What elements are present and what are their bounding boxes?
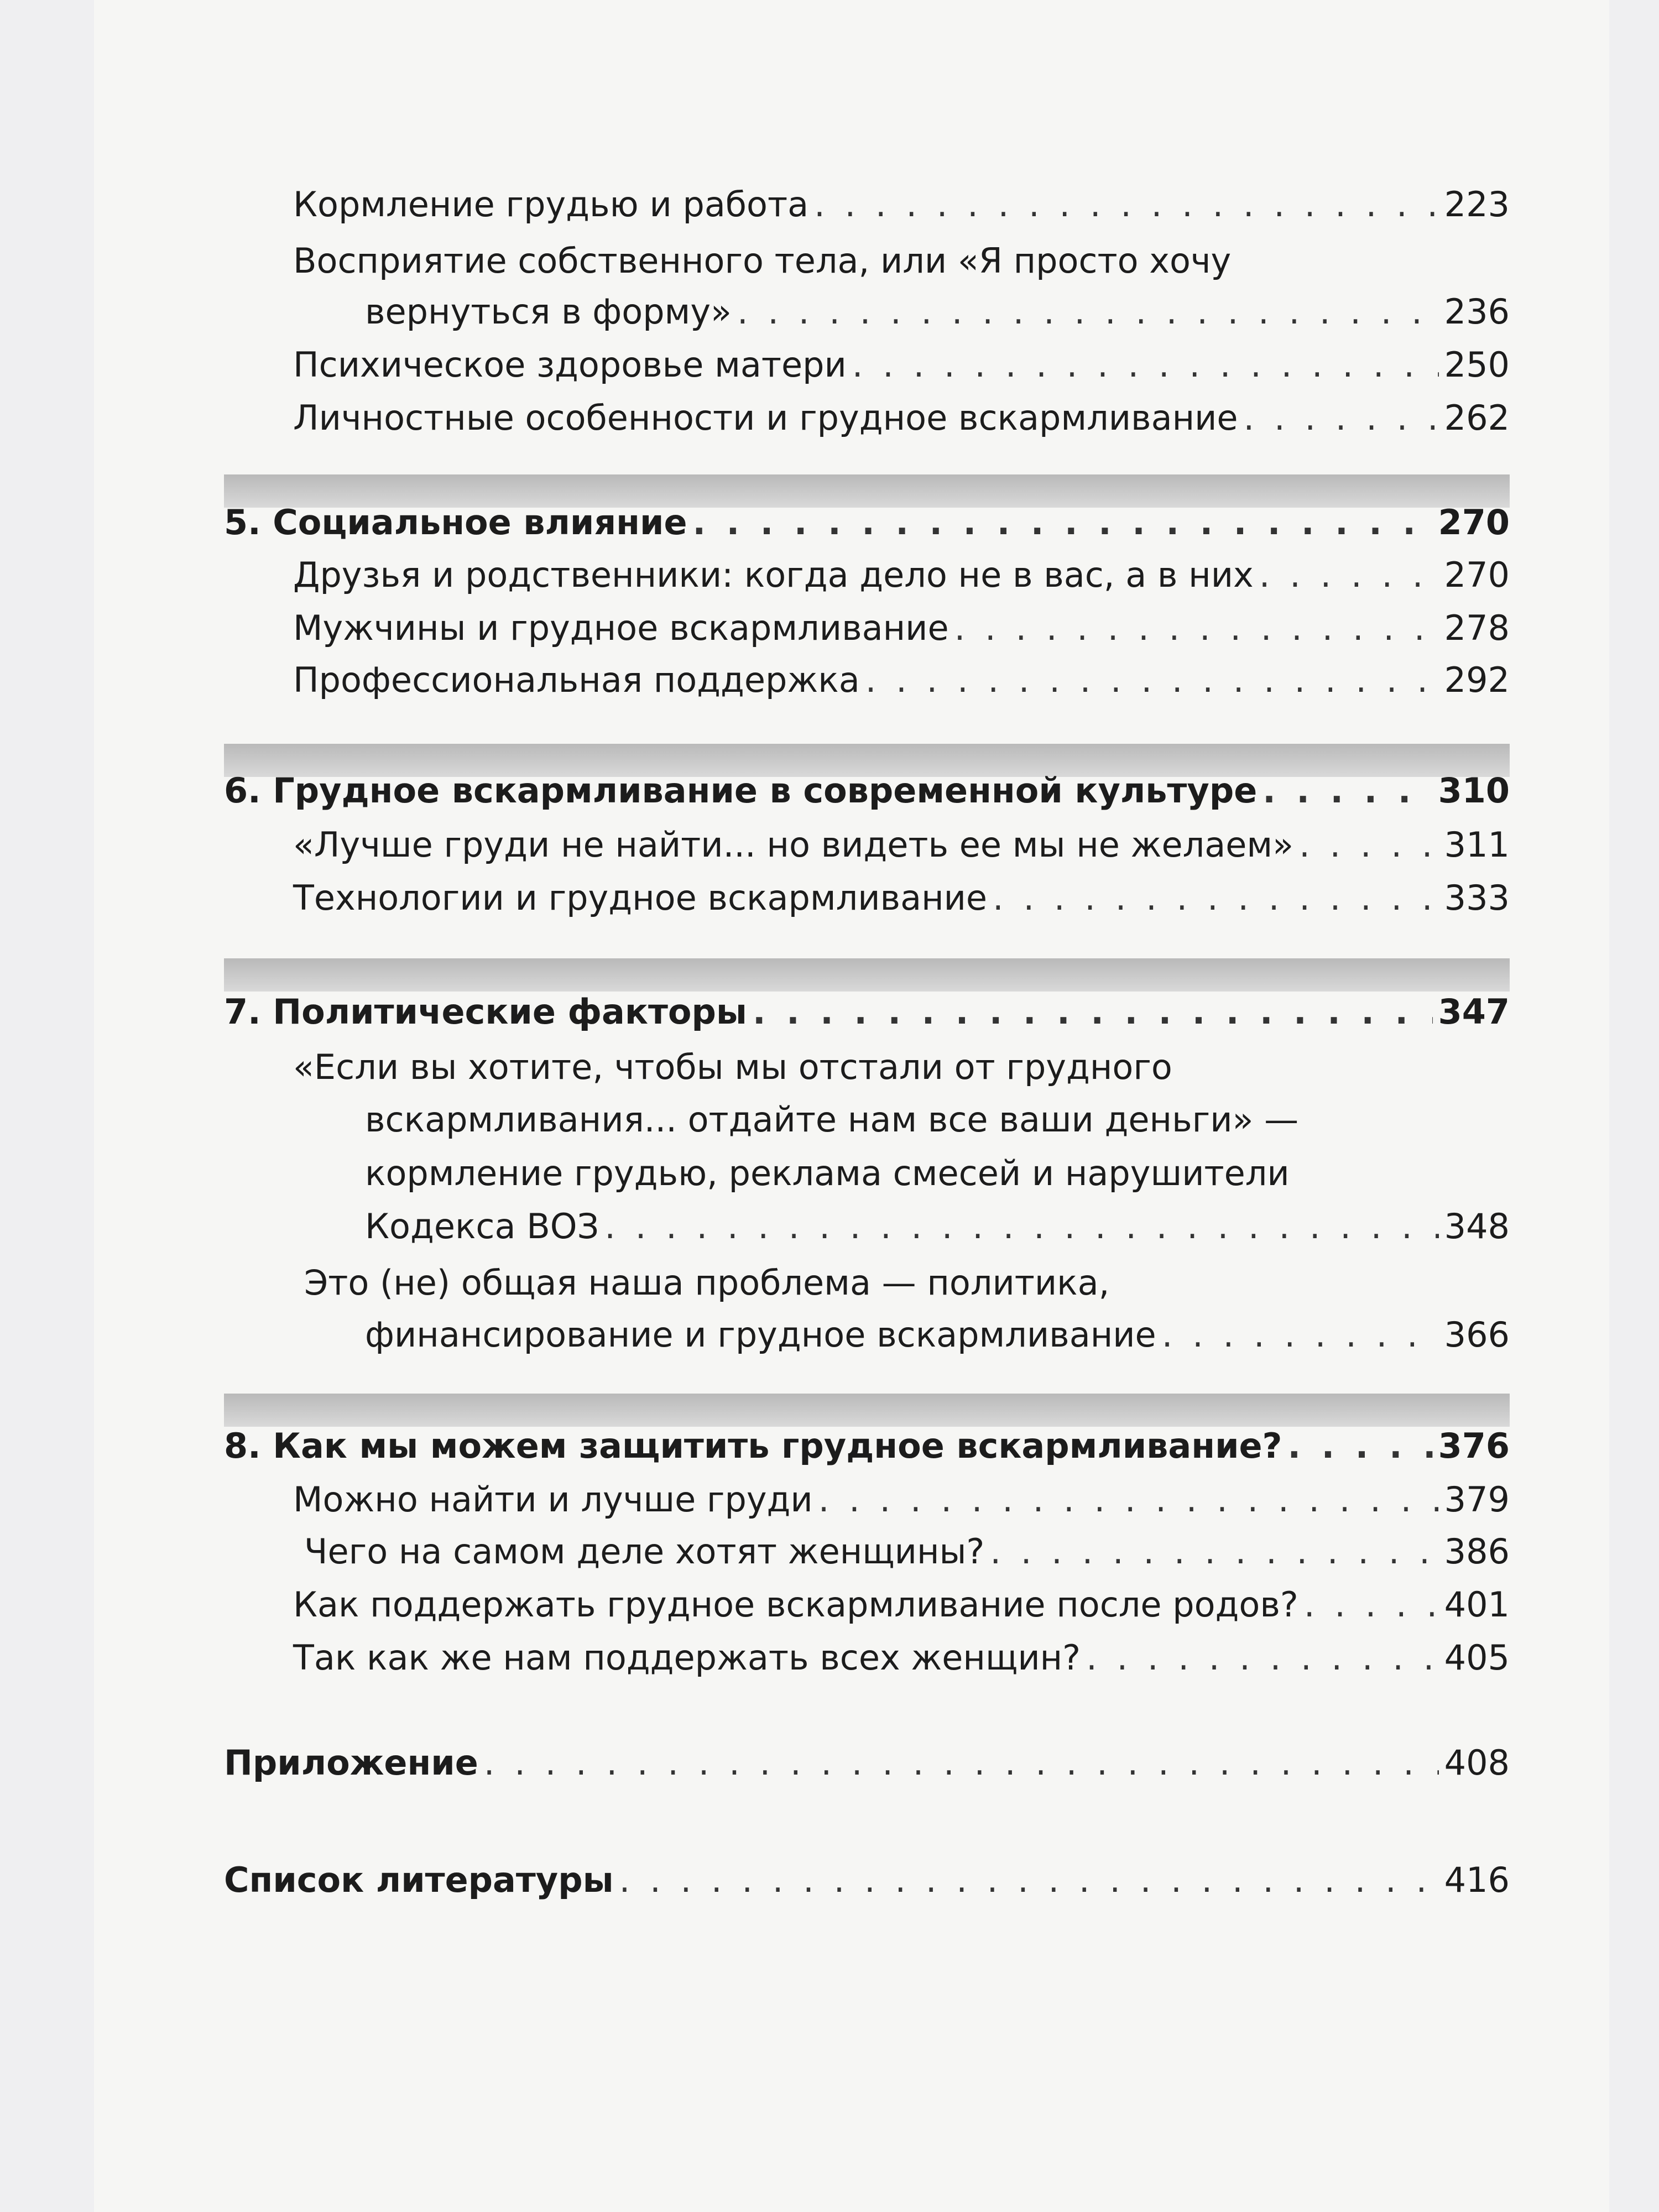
toc-entry-page: 223 bbox=[1444, 184, 1510, 225]
toc-entry bbox=[293, 1530, 1510, 1574]
toc-entry-page: 278 bbox=[1444, 608, 1510, 648]
toc-entry bbox=[293, 343, 1510, 387]
toc-entry-page: 386 bbox=[1444, 1531, 1510, 1572]
section-divider bbox=[224, 958, 1510, 992]
toc-entry-page: 292 bbox=[1444, 660, 1510, 700]
dot-leader bbox=[484, 1741, 1439, 1785]
toc-entry-page: 270 bbox=[1444, 555, 1510, 595]
toc-chapter-page: 408 bbox=[1444, 1743, 1510, 1783]
dot-leader bbox=[990, 1530, 1438, 1574]
toc-chapter bbox=[224, 1424, 1510, 1468]
dot-leader bbox=[852, 343, 1439, 387]
toc-entry bbox=[293, 1478, 1510, 1522]
toc-entry-title: Восприятие собственного тела, или «Я просто хочу bbox=[293, 241, 1232, 281]
toc-entry-title: Как поддержать грудное вскармливание после родов? bbox=[293, 1584, 1298, 1625]
dot-leader bbox=[814, 182, 1439, 227]
toc-entry-title: финансирование и грудное вскармливание bbox=[365, 1314, 1156, 1355]
toc-chapter-title: 5. Социальное влияние bbox=[224, 502, 687, 542]
toc-entry-page: 236 bbox=[1444, 291, 1510, 332]
toc-chapter-page: 416 bbox=[1444, 1860, 1510, 1900]
toc-entry-title: «Если вы хотите, чтобы мы отстали от грудного bbox=[293, 1047, 1172, 1087]
toc-entry-title: Друзья и родственники: когда дело не в вас, а в них bbox=[293, 555, 1254, 595]
toc-entry-page: 401 bbox=[1444, 1584, 1510, 1625]
toc-chapter-page: 376 bbox=[1438, 1426, 1510, 1466]
toc-entry-title: Профессиональная поддержка bbox=[293, 660, 860, 700]
dot-leader bbox=[619, 1858, 1439, 1902]
section-divider bbox=[224, 1394, 1510, 1427]
dot-leader bbox=[1244, 396, 1439, 440]
toc-chapter bbox=[224, 1741, 1510, 1785]
toc-entry-title: «Лучше груди не найти... но видеть ее мы не желаем» bbox=[293, 825, 1294, 865]
toc-chapter bbox=[224, 1858, 1510, 1902]
toc-entry-title: кормление грудью, реклама смесей и нарушители bbox=[365, 1153, 1290, 1193]
toc-entry-page: 311 bbox=[1444, 825, 1510, 865]
toc-entry-title: Кодекса ВОЗ bbox=[365, 1206, 599, 1246]
toc-entry-title: Личностные особенности и грудное вскармливание bbox=[293, 398, 1238, 438]
toc-entry-title: Кормление грудью и работа bbox=[293, 184, 809, 225]
toc-chapter-title: 7. Политические факторы bbox=[224, 992, 747, 1032]
toc-entry bbox=[293, 606, 1510, 650]
toc-entry bbox=[365, 1204, 1510, 1249]
toc-entry-title: вскармливания... отдайте нам все ваши деньги» — bbox=[365, 1099, 1299, 1140]
toc-entry-title: Так как же нам поддержать всех женщин? bbox=[293, 1637, 1081, 1678]
dot-leader bbox=[954, 606, 1439, 650]
dot-leader bbox=[753, 990, 1433, 1034]
toc-entry-page: 379 bbox=[1444, 1479, 1510, 1520]
dot-leader bbox=[1299, 823, 1439, 867]
toc-entry-title: Технологии и грудное вскармливание bbox=[293, 878, 988, 918]
toc-chapter bbox=[224, 500, 1510, 545]
toc-chapter bbox=[224, 769, 1510, 813]
toc-entry-page: 366 bbox=[1444, 1314, 1510, 1355]
toc-entry-title: Мужчины и грудное вскармливание bbox=[293, 608, 949, 648]
dot-leader bbox=[865, 658, 1439, 702]
toc-entry bbox=[293, 1636, 1510, 1680]
toc-entry-page: 262 bbox=[1444, 398, 1510, 438]
toc-entry bbox=[365, 1313, 1510, 1357]
toc-entry-title: Чего на самом деле хотят женщины? bbox=[304, 1531, 985, 1572]
toc-entry bbox=[293, 876, 1510, 920]
toc-chapter-page: 270 bbox=[1438, 502, 1510, 542]
dot-leader bbox=[1086, 1636, 1439, 1680]
dot-leader bbox=[604, 1204, 1438, 1249]
toc-entry bbox=[293, 182, 1510, 227]
toc-entry bbox=[293, 823, 1510, 867]
toc-entry bbox=[293, 553, 1510, 597]
toc-entry-page: 250 bbox=[1444, 345, 1510, 385]
dot-leader bbox=[1262, 769, 1432, 813]
toc-chapter-page: 347 bbox=[1438, 992, 1510, 1032]
toc-entry-page: 405 bbox=[1444, 1637, 1510, 1678]
toc-entry bbox=[293, 1583, 1510, 1627]
toc-entry-title: Это (не) общая наша проблема — политика, bbox=[304, 1262, 1110, 1303]
dot-leader bbox=[737, 290, 1439, 334]
dot-leader bbox=[818, 1478, 1439, 1522]
dot-leader bbox=[693, 500, 1433, 545]
toc-chapter-title: Список литературы bbox=[224, 1860, 614, 1900]
toc-entry bbox=[365, 290, 1510, 334]
dot-leader bbox=[1162, 1313, 1439, 1357]
toc-chapter-title: Приложение bbox=[224, 1743, 478, 1783]
toc-chapter-page: 310 bbox=[1438, 770, 1510, 811]
toc-entry bbox=[293, 396, 1510, 440]
dot-leader bbox=[1259, 553, 1439, 597]
toc-entry-page: 333 bbox=[1444, 878, 1510, 918]
toc-chapter bbox=[224, 990, 1510, 1034]
dot-leader bbox=[993, 876, 1439, 920]
toc-entry-page: 348 bbox=[1444, 1206, 1510, 1246]
dot-leader bbox=[1304, 1583, 1439, 1627]
toc-chapter-title: 6. Грудное вскармливание в современной культуре bbox=[224, 770, 1258, 811]
toc-entry bbox=[293, 658, 1510, 702]
toc-entry-title: Можно найти и лучше груди bbox=[293, 1479, 813, 1520]
dot-leader bbox=[1288, 1424, 1433, 1468]
toc-entry-title: Психическое здоровье матери bbox=[293, 345, 847, 385]
toc-chapter-title: 8. Как мы можем защитить грудное вскармливание? bbox=[224, 1426, 1282, 1466]
toc-entry-title: вернуться в форму» bbox=[365, 291, 732, 332]
